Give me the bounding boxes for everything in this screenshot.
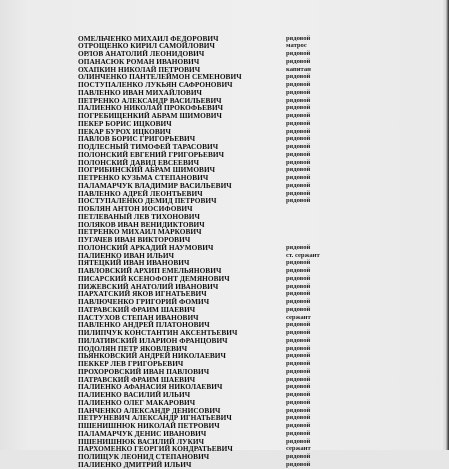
- list-row: [0, 166, 449, 174]
- list-row: [0, 360, 449, 368]
- military-rank: капитан: [286, 65, 311, 73]
- page-edge-shadow: [441, 0, 449, 450]
- person-name: ПАСТУХОВ СТЕПАН ИВАНОВИЧ: [78, 312, 199, 322]
- person-name: ПАЛАМАРЧУК ДЕНИС ИВАНОВИЧ: [78, 428, 207, 438]
- military-rank: рядовой: [286, 197, 311, 205]
- military-rank: рядовой: [286, 81, 311, 88]
- military-rank: рядовой: [286, 34, 311, 42]
- list-row: [0, 120, 449, 128]
- military-rank: рядовой: [286, 290, 311, 298]
- person-name: ПШЕНИШНЮК ВАСИЛИЙ ЛУКИЧ: [78, 436, 205, 446]
- list-row: [0, 159, 449, 167]
- person-name: ОТРОЩЕНКО КИРИЛ САМОЙЛОВИЧ: [78, 41, 215, 51]
- military-rank: рядовой: [286, 460, 311, 468]
- list-row: [0, 283, 449, 291]
- person-name: ПОДОЛЯН ПЕТР ЯКОВЛЕВИЧ: [78, 343, 188, 353]
- list-row: [0, 376, 449, 384]
- person-name: ПЕКАР БУРОХ ИЦКОВИЧ: [78, 126, 171, 136]
- name-list: [0, 35, 449, 469]
- list-row: [0, 42, 449, 50]
- military-rank: сержант: [286, 313, 311, 321]
- person-name: ОЛИНЧЕНКО ПАНТЕЛЕЙМОН СЕМЕНОВИЧ: [78, 72, 242, 82]
- person-name: ПЕТРУНЕВИЧ АЛЕКСАНДР ИГНАТЬЕВИЧ: [78, 413, 232, 423]
- person-name: ПОЛОНСКИЙ ДАВИД ЕВСЕЕВИЧ: [78, 157, 200, 167]
- list-row: [0, 298, 449, 306]
- list-row: [0, 290, 449, 298]
- military-rank: рядовой: [286, 321, 311, 329]
- military-rank: рядовой: [286, 73, 311, 81]
- list-row: [0, 81, 449, 89]
- person-name: ПЕККЕР ЛЕВ ГРИГОРЬЕВИЧ: [78, 359, 184, 368]
- military-rank: рядовой: [286, 50, 311, 57]
- person-name: ПАВЛЕНКО АНДРЕЙ ПЛАТОНОВИЧ: [78, 320, 210, 330]
- person-name: ПОСТУПАЛЕНКО ЛУКЬЯН САФРОНОВИЧ: [78, 80, 233, 89]
- person-name: ПРОХОРОВСКИЙ ИВАН ПАВЛОВИЧ: [78, 366, 210, 376]
- list-row: [0, 190, 449, 198]
- military-rank: матрос: [286, 42, 307, 50]
- person-name: ПЕТРЕНКО АЛЕКСАНДР ВАСИЛЬЕВИЧ: [78, 95, 222, 105]
- person-name: ПУГАЧЕВ ИВАН ВИКТОРОВИЧ: [78, 235, 191, 244]
- list-row: [0, 453, 449, 461]
- person-name: ПОСТУПАЛЕНКО ДЕМИД ПЕТРОВИЧ: [78, 196, 217, 206]
- military-rank: рядовой: [286, 352, 311, 360]
- list-row: [0, 236, 449, 244]
- military-rank: рядовой: [286, 127, 311, 135]
- list-row: [0, 50, 449, 58]
- military-rank: рядовой: [286, 274, 311, 282]
- list-row: [0, 314, 449, 322]
- military-rank: рядовой: [286, 96, 311, 104]
- list-row: [0, 422, 449, 430]
- person-name: ПШЕНИШНЮК НИКОЛАЙ ПЕТРОВИЧ: [78, 421, 220, 430]
- military-rank: рядовой: [286, 344, 311, 352]
- person-name: ОМЕЛЬЧЕНКО МИХАИЛ ФЕДОРОВИЧ: [78, 33, 219, 43]
- person-name: ПАВЛЕНКО ИВАН МИХАЙЛОВИЧ: [78, 87, 202, 97]
- list-row: [0, 461, 449, 469]
- list-row: [0, 58, 449, 66]
- person-name: ПЬЯНКОВСКИЙ АНДРЕЙ НИКОЛАЕВИЧ: [78, 351, 226, 361]
- person-name: ПОЛЯКОВ ИВАН ВЕНИДИКТОВИЧ: [78, 219, 205, 229]
- person-name: ПИЖЕВСКИЙ АНАТОЛИЙ ИВАНОВИЧ: [78, 281, 219, 291]
- military-rank: рядовой: [286, 367, 311, 375]
- person-name: ПЕТРЕНКО МИХАИЛ МАРКОВИЧ: [78, 227, 202, 237]
- military-rank: ст. сержант: [286, 251, 320, 259]
- military-rank: рядовой: [286, 329, 311, 336]
- list-row: [0, 368, 449, 376]
- military-rank: рядовой: [286, 57, 311, 65]
- person-name: ПОБЛЯН АНТОН ИОСИФОВИЧ: [78, 204, 193, 213]
- list-row: [0, 306, 449, 314]
- person-name: ПОЛОНСКИЙ ЕВГЕНИЙ ГРИГОРЬЕВИЧ: [78, 149, 225, 159]
- list-row: [0, 228, 449, 236]
- list-row: [0, 135, 449, 143]
- person-name: ПОГРИБИНСКИЙ АБРАМ ШИМОВИЧ: [78, 165, 216, 175]
- military-rank: рядовой: [286, 158, 311, 166]
- military-rank: рядовой: [286, 166, 311, 174]
- person-name: ПАЛАМАРЧУК ВЛАДИМИР ВАСИЛЬЕВИЧ: [78, 180, 232, 190]
- military-rank: рядовой: [286, 298, 311, 305]
- list-row: [0, 213, 449, 221]
- person-name: ПАРХОМЕНКО ГЕОРГИЙ КОНДРАТЬЕВИЧ: [78, 444, 233, 454]
- military-rank: рядовой: [286, 181, 311, 189]
- list-row: [0, 275, 449, 283]
- military-rank: рядовой: [286, 119, 311, 127]
- person-name: ПАТРАВСКИЙ ФРАИМ ШАЕВИЧ: [78, 304, 196, 314]
- military-rank: рядовой: [286, 391, 311, 398]
- person-name: ПЕКЕР БОРИС ИЦКОВИЧ: [78, 118, 172, 128]
- military-rank: рядовой: [286, 112, 311, 119]
- person-name: ПАНЧЕНКО АЛЕКСАНДР ДЕНИСОВИЧ: [78, 405, 221, 415]
- military-rank: рядовой: [286, 437, 311, 445]
- list-row: [0, 430, 449, 438]
- military-rank: рядовой: [286, 398, 311, 406]
- military-rank: рядовой: [286, 267, 311, 274]
- person-name: ПЯТЕЦКИЙ ИВАН ИВАНОВИЧ: [78, 258, 190, 268]
- military-rank: рядовой: [286, 383, 311, 391]
- list-row: [0, 414, 449, 422]
- person-name: ПОЛИЩУК ЛЕОНИД СТЕПАНОВИЧ: [78, 452, 210, 461]
- list-row: [0, 143, 449, 151]
- military-rank: рядовой: [286, 150, 311, 158]
- person-name: ПИЛИПЧУК КОНСТАНТИН АКСЕНТЬЕВИЧ: [78, 328, 238, 337]
- person-name: ОРЛОВ АНАТОЛИЙ ЛЕОНИДОВИЧ: [78, 49, 205, 58]
- military-rank: рядовой: [286, 375, 311, 383]
- list-row: [0, 221, 449, 229]
- list-row: [0, 259, 449, 267]
- list-row: [0, 445, 449, 453]
- military-rank: рядовой: [286, 336, 311, 344]
- person-name: ПАЛИЕНКО ВАСИЛИЙ ИЛЬИЧ: [78, 390, 191, 399]
- person-name: ПАЛИЕНКО ОЛЕГ МАКАРОВИЧ: [78, 397, 196, 407]
- list-row: [0, 104, 449, 112]
- list-row: [0, 244, 449, 252]
- military-rank: рядовой: [286, 414, 311, 422]
- military-rank: рядовой: [286, 174, 311, 181]
- person-name: ПАЛИЕНКО ДМИТРИЙ ИЛЬИЧ: [78, 459, 192, 469]
- person-name: ПАТРАВСКИЙ ФРАИМ ШАЕВИЧ: [78, 374, 196, 384]
- person-name: ПАВЛОВСКИЙ АРХИП ЕМЕЛЬЯНОВИЧ: [78, 266, 222, 275]
- list-row: [0, 352, 449, 360]
- person-name: ПАВЛОВ БОРИС ГРИГОРЬЕВИЧ: [78, 134, 196, 144]
- person-name: ПАЛИЕНКО НИКОЛАЙ ПРОКОФЬЕВИЧ: [78, 103, 224, 113]
- military-rank: рядовой: [286, 135, 311, 143]
- person-name: ОПАНАСЮК РОМАН ИВАНОВИЧ: [78, 56, 200, 66]
- military-rank: рядовой: [286, 243, 311, 251]
- list-row: [0, 197, 449, 205]
- list-row: [0, 128, 449, 136]
- list-row: [0, 391, 449, 399]
- list-row: [0, 383, 449, 391]
- list-row: [0, 89, 449, 97]
- person-name: ПОДЛЕСНЫЙ ТИМОФЕЙ ТАРАСОВИЧ: [78, 142, 219, 151]
- list-row: [0, 337, 449, 345]
- person-name: ПЕТЛЕВАНЫЙ ЛЕВ ТИХОНОВИЧ: [78, 211, 200, 221]
- military-rank: рядовой: [286, 305, 311, 313]
- military-rank: рядовой: [286, 259, 311, 267]
- person-name: ПИСАРСКИЙ КСЕНОФОНТ ДЕМЯНОВИЧ: [78, 273, 230, 283]
- person-name: ПАВЛЮЧЕНКО ГРИГОРИЙ ФОМИЧ: [78, 297, 210, 306]
- person-name: ПОЛОНСКИЙ АРКАДИЙ НАУМОВИЧ: [78, 242, 214, 252]
- military-rank: рядовой: [286, 429, 311, 437]
- military-rank: сержант: [286, 445, 311, 453]
- person-name: ПОГРЕБИЩЕНКИЙ АБРАМ ШИМОВИЧ: [78, 111, 222, 120]
- military-rank: рядовой: [286, 422, 311, 429]
- military-rank: рядовой: [286, 189, 311, 197]
- list-row: [0, 252, 449, 260]
- military-rank: рядовой: [286, 360, 311, 367]
- military-rank: рядовой: [286, 88, 311, 96]
- list-row: [0, 151, 449, 159]
- list-row: [0, 205, 449, 213]
- person-name: ПАЛИЕНКО АФАНАСИЯ НИКОЛАЕВИЧ: [78, 382, 223, 392]
- list-row: [0, 112, 449, 120]
- list-row: [0, 399, 449, 407]
- military-rank: рядовой: [286, 406, 311, 414]
- military-rank: рядовой: [286, 143, 311, 150]
- person-name: ПАЛИЕНКО ИВАН ИЛЬИЧ: [78, 250, 174, 260]
- person-name: ПАРХАТСКИЙ ЯКОВ ИГНАТЬЕВИЧ: [78, 289, 207, 299]
- military-rank: рядовой: [286, 282, 311, 290]
- person-name: ОХАПКИН НИКОЛАЙ ПЕТРОВИЧ: [78, 64, 201, 74]
- military-rank: рядовой: [286, 453, 311, 460]
- person-name: ПАВЛЕНКО АДРЕЙ ЛЕОНТЬЕВИЧ: [78, 188, 203, 198]
- list-row: [0, 97, 449, 105]
- list-row: [0, 182, 449, 190]
- person-name: ПЕТРЕНКО КУЗЬМА СТЕПАНОВИЧ: [78, 173, 209, 182]
- list-row: [0, 35, 449, 43]
- military-rank: рядовой: [286, 104, 311, 112]
- person-name: ПИЛАТИВСКИЙ ИЛАРИОН ФРАНЦОВИЧ: [78, 335, 228, 345]
